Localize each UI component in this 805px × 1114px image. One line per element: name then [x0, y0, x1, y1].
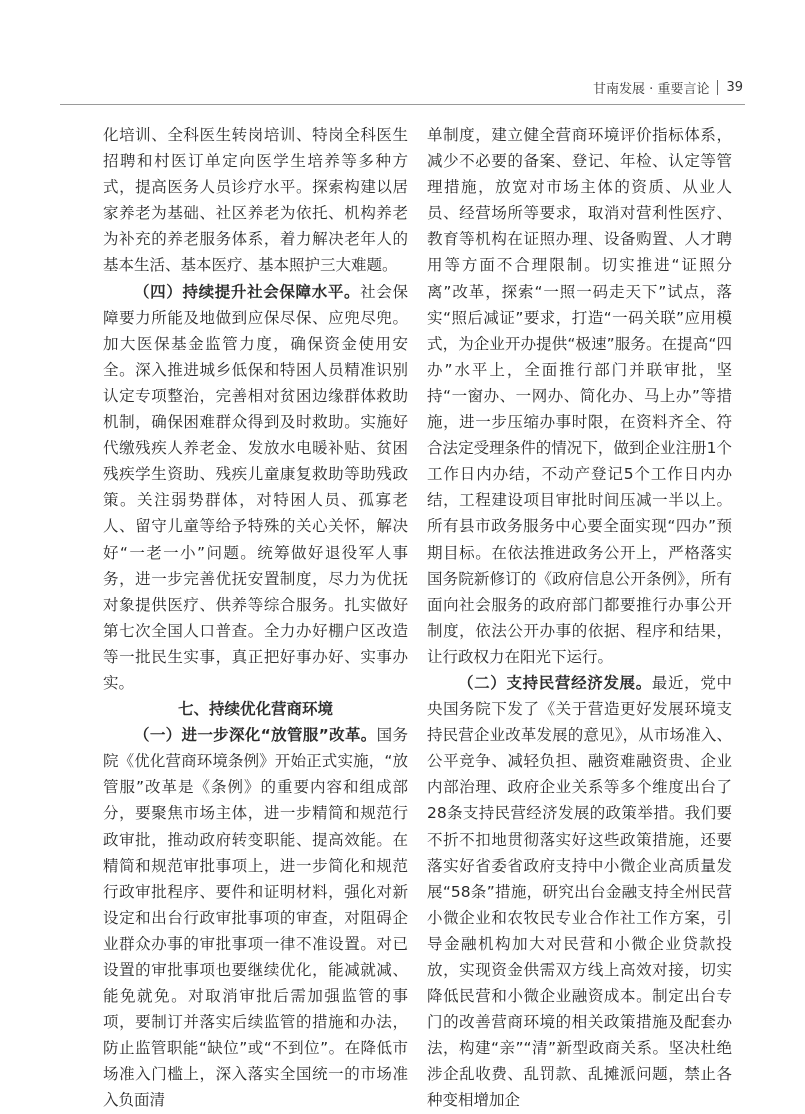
header-rule [60, 104, 745, 105]
page-number: 39 [726, 80, 743, 95]
paragraph-body: 国务院《优化营商环境条例》开始正式实施，“放管服”改革是《条例》的重要内容和组成部分，要聚焦市场主体，进一步精简和规范行政审批，推动政府转变职能、提高效能。在精简和规范审批事项上，进一步简化和规范行政审批程序、要件和证明材料，强化对新设定和出台行政审批事项的审查，对阻碍企业群众办事的审批事项一律不准设置。对已设置的审批事项也要继续优化，能减就减、能免就免。对取消审批后需加强监管的事项，要制订并落实后续监管的措施和办法，防止监管职能“缺位”或“不到位”。在降低市场准入门槛上，深入落实全国统一的市场准入负面清 [103, 726, 408, 1110]
header-divider [717, 80, 718, 95]
paragraph-private-economy [427, 670, 732, 1114]
section-heading: 七、持续优化营商环境 [177, 700, 333, 719]
paragraph-social-security [103, 279, 408, 697]
paragraph-heading: （四）持续提升社会保障水平。 [134, 282, 361, 301]
paragraph-heading: （二）支持民营经济发展。 [458, 673, 652, 692]
header-section-title: 甘南发展 · 重要言论 [593, 82, 710, 97]
paragraph-body: 社会保障要力所能及地做到应保尽保、应兜尽兜。加大医保基金监管力度，确保资金使用安全。深入推进城乡低保和特困人员精准识别认定专项整治，完善相对贫困边缘群体救助机制，确保困难群众得到及时救助。实施好代缴残疾人养老金、发放水电暖补贴、贫困残疾学生资助、残疾儿童康复救助等助残政策。关注弱势群体，对特困人员、孤寡老人、留守儿童等给予特殊的关心关怀，解决好“一老一小”问题。统筹做好退役军人事务，进一步完善优抚安置制度，尽力为优抚对象提供医疗、供养等综合服务。扎实做好第七次全国人口普查。全力办好棚户区改造等一批民生实事，真正把好事办好、实事办实。 [103, 282, 408, 692]
left-column [103, 122, 408, 1114]
paragraph-heading: （一）进一步深化“放管服”改革。 [134, 726, 377, 745]
paragraph-body: 最近，党中央国务院下发了《关于营造更好发展环境支持民营企业改革发展的意见》，从市场准入、公平竞争、减轻负担、融资难融资贵、企业内部治理、政府企业关系等多个维度出台了28条支持民营经济发展的政策举措。我们要不折不扣地贯彻落实好这些政策措施，还要落实好省委省政府支持中小微企业高质量发展“58条”措施，研究出台金融支持全州民营小微企业和农牧民专业合作社工作方案，引导金融机构加大对民营和小微企业贷款投放，实现资金供需双方线上高效对接，切实降低民营和小微企业融资成本。制定出台专门的改善营商环境的相关政策措施及配套办法，构建“亲”“清”新型政商关系。坚决杜绝涉企乱收费、乱罚款、乱摊派问题，禁止各种变相增加企 [427, 673, 732, 1110]
paragraph-continuation: 单制度，建立健全营商环境评价指标体系，减少不必要的备案、登记、年检、认定等管理措施，放宽对市场主体的资质、从业人员、经营场所等要求，取消对营利性医疗、教育等机构在证照办理、设备购置、人才聘用等方面不合理限制。切实推进“证照分离”改革，探索“一照一码走天下”试点，落实“照后减证”要求，打造“一码关联”应用模式，为企业开办提供“极速”服务。在提高“四办”水平上，全面推行部门并联审批，坚持“一窗办、一网办、简化办、马上办”等措施，进一步压缩办事时限，在资料齐全、符合法定受理条件的情况下，做到企业注册1个工作日内办结，不动产登记5个工作日内办结，工程建设项目审批时间压减一半以上。所有县市政务服务中心要全面实现“四办”预期目标。在依法推进政务公开上，严格落实国务院新修订的《政府信息公开条例》，所有面向社会服务的政府部门都要推行办事公开制度，依法公开办事的依据、程序和结果，让行政权力在阳光下运行。 [427, 126, 732, 666]
running-header [593, 78, 743, 97]
paragraph-reform [103, 722, 408, 1113]
right-column [427, 122, 732, 1114]
paragraph-continuation: 化培训、全科医生转岗培训、特岗全科医生招聘和村医订单定向医学生培养等多种方式，提高医务人员诊疗水平。探索构建以居家养老为基础、社区养老为依托、机构养老为补充的养老服务体系，着力解决老年人的基本生活、基本医疗、基本照护三大难题。 [103, 126, 408, 275]
